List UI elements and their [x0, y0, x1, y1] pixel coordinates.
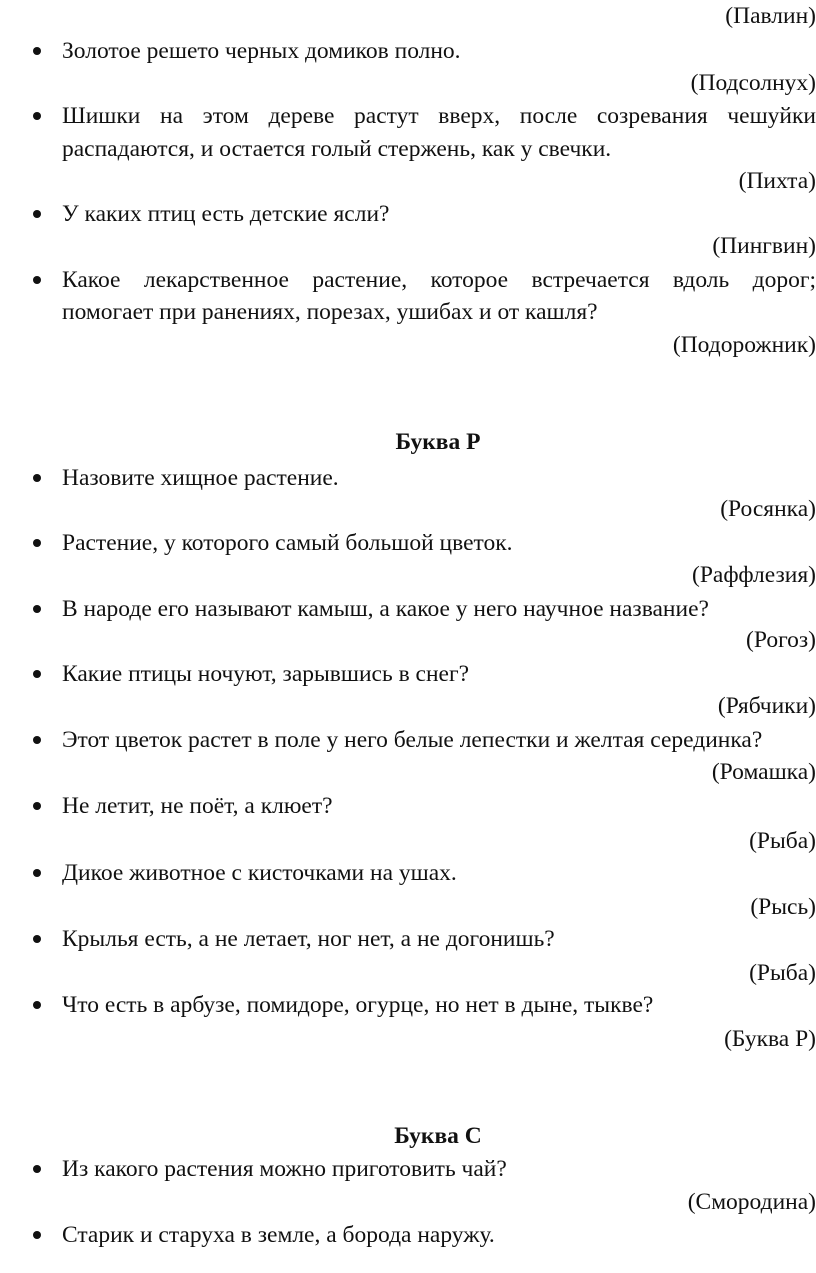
- question-text: Какое лекарственное растение, которое встречается вдоль дорог;: [62, 267, 816, 293]
- section-heading: Буква С: [394, 1123, 482, 1149]
- answer-text: (Раффлезия): [692, 562, 816, 588]
- question-text: Шишки на этом дереве растут вверх, после созревания чешуйки: [62, 103, 816, 129]
- bullet-icon: [33, 539, 41, 547]
- answer-text: (Рыба): [749, 828, 816, 854]
- bullet-icon: [33, 276, 41, 284]
- question-text: Не летит, не поёт, а клюет?: [62, 793, 333, 819]
- question-text: Из какого растения можно приготовить чай?: [62, 1156, 507, 1182]
- answer-text: (Рысь): [750, 894, 816, 920]
- bullet-icon: [33, 935, 41, 943]
- bullet-icon: [33, 1165, 41, 1173]
- section-heading: Буква Р: [395, 429, 481, 455]
- question-text: Растение, у которого самый большой цветок.: [62, 530, 513, 556]
- answer-text: (Рыба): [749, 960, 816, 986]
- answer-text: (Рогоз): [746, 627, 816, 653]
- question-text: распадаются, и остается голый стержень, как у свечки.: [62, 136, 612, 162]
- question-text: У каких птиц есть детские ясли?: [62, 201, 390, 227]
- question-text: Какие птицы ночуют, зарывшись в снег?: [62, 661, 470, 687]
- answer-text: (Павлин): [725, 3, 816, 29]
- bullet-icon: [33, 474, 41, 482]
- question-text: Этот цветок растет в поле у него белые лепестки и желтая серединка?: [62, 727, 763, 753]
- question-text: Золотое решето черных домиков полно.: [62, 38, 461, 64]
- bullet-icon: [33, 210, 41, 218]
- question-text: В народе его называют камыш, а какое у него научное название?: [62, 596, 709, 622]
- bullet-icon: [33, 802, 41, 810]
- bullet-icon: [33, 1001, 41, 1009]
- answer-text: (Подорожник): [672, 332, 816, 358]
- question-text: Назовите хищное растение.: [62, 465, 339, 491]
- bullet-icon: [33, 47, 41, 55]
- answer-text: (Буква Р): [724, 1026, 816, 1052]
- bullet-icon: [33, 670, 41, 678]
- question-text: Что есть в арбузе, помидоре, огурце, но нет в дыне, тыкве?: [62, 992, 654, 1018]
- answer-text: (Ромашка): [711, 759, 816, 785]
- answer-text: (Пингвин): [712, 233, 816, 259]
- bullet-icon: [33, 1231, 41, 1239]
- answer-text: (Подсолнух): [690, 70, 816, 96]
- answer-text: (Рябчики): [717, 693, 816, 719]
- answer-text: (Смородина): [687, 1189, 816, 1215]
- bullet-icon: [33, 736, 41, 744]
- answer-text: (Пихта): [738, 168, 816, 194]
- question-text: Крылья есть, а не летает, ног нет, а не догонишь?: [62, 926, 555, 952]
- answer-text: (Росянка): [720, 496, 816, 522]
- bullet-icon: [33, 869, 41, 877]
- question-text: Старик и старуха в земле, а борода наружу.: [62, 1222, 495, 1248]
- bullet-icon: [33, 112, 41, 120]
- question-text: помогает при ранениях, порезах, ушибах и от кашля?: [62, 299, 598, 325]
- bullet-icon: [33, 605, 41, 613]
- question-text: Дикое животное с кисточками на ушах.: [62, 860, 457, 886]
